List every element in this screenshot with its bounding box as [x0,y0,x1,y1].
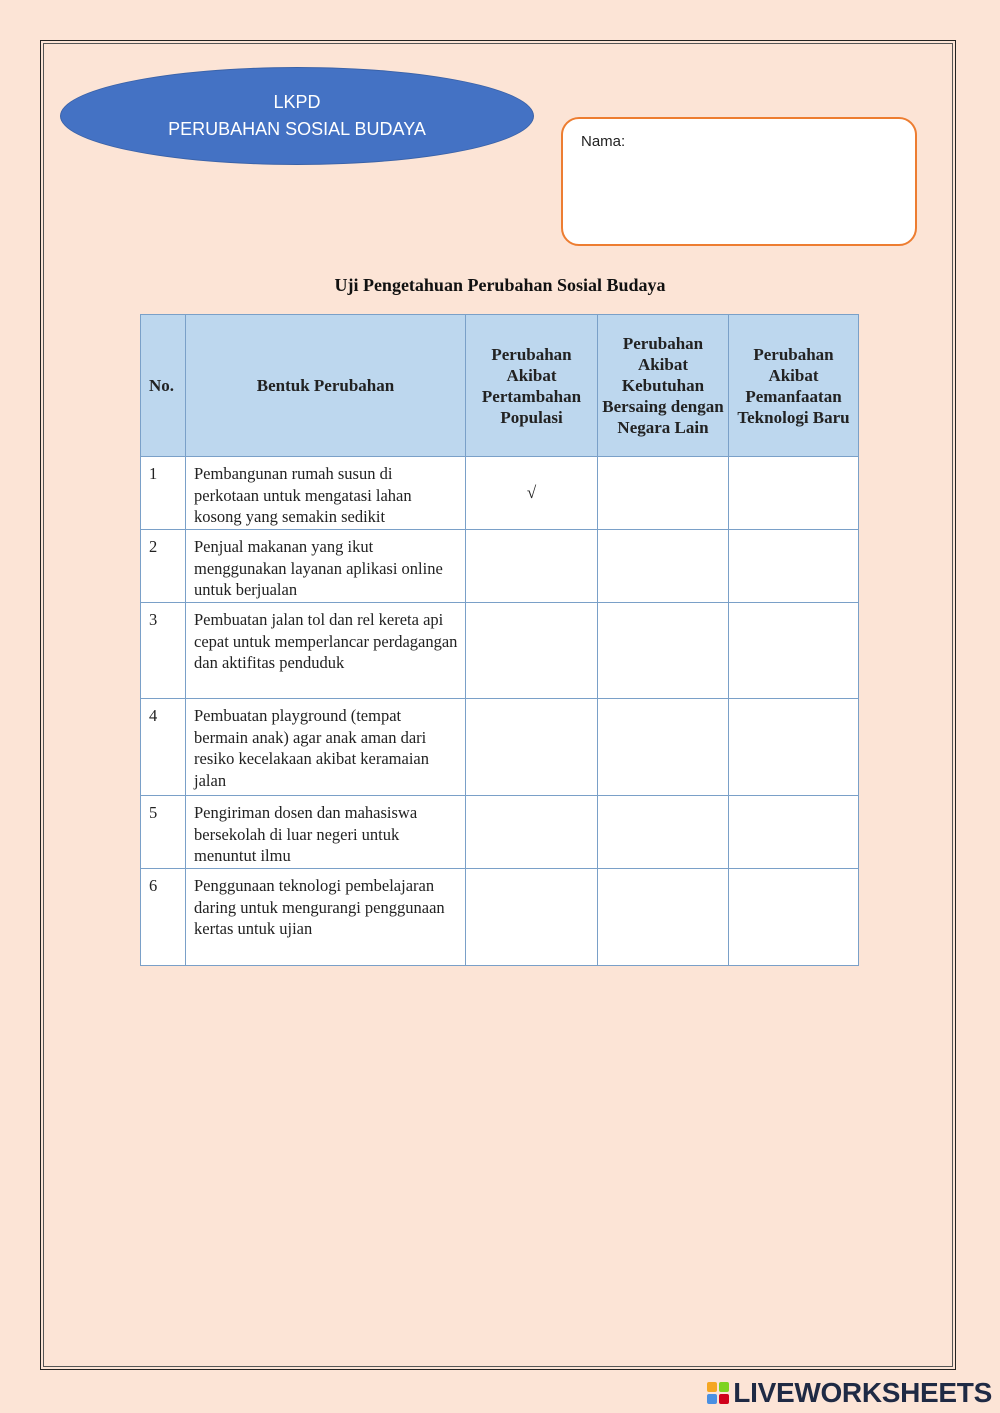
table-row [141,869,859,966]
name-box [561,117,917,246]
answer-cell-teknologi[interactable] [729,796,859,869]
row-text: Penggunaan teknologi pembelajaran daring untuk mengurangi penggunaan kertas untuk ujian [186,869,466,966]
answer-cell-bersaing[interactable] [598,603,729,699]
answer-cell-teknologi[interactable] [729,603,859,699]
liveworksheets-watermark [707,1378,992,1408]
row-number: 2 [141,530,186,603]
liveworksheets-logo-icon [707,1382,729,1404]
answer-cell-teknologi[interactable] [729,530,859,603]
row-number: 4 [141,699,186,796]
name-input[interactable] [577,157,901,235]
answer-cell-populasi[interactable] [466,699,598,796]
column-header-teknologi: Perubahan Akibat Pemanfaatan Teknologi Baru [729,315,859,457]
table-header-row [141,315,859,457]
answer-cell-populasi[interactable]: √ [466,457,598,530]
table-row [141,457,859,530]
answer-cell-bersaing[interactable] [598,530,729,603]
logo-square [719,1382,729,1392]
worksheet-heading: Uji Pengetahuan Perubahan Sosial Budaya [334,275,666,295]
row-number: 1 [141,457,186,530]
logo-square [719,1394,729,1404]
row-number: 3 [141,603,186,699]
row-text: Pembuatan jalan tol dan rel kereta api cepat untuk memperlancar perdagangan dan aktifitas penduduk [186,603,466,699]
column-header-populasi: Perubahan Akibat Pertambahan Populasi [466,315,598,457]
answer-cell-teknologi[interactable] [729,699,859,796]
column-header-bentuk: Bentuk Perubahan [186,315,466,457]
table-row [141,603,859,699]
logo-square [707,1394,717,1404]
row-number: 6 [141,869,186,966]
answer-cell-bersaing[interactable] [598,869,729,966]
answer-cell-populasi[interactable] [466,603,598,699]
answer-cell-teknologi[interactable] [729,869,859,966]
table-row [141,699,859,796]
row-text: Pembangunan rumah susun di perkotaan untuk mengatasi lahan kosong yang semakin sedikit [186,457,466,530]
answer-cell-bersaing[interactable] [598,699,729,796]
answer-cell-bersaing[interactable] [598,457,729,530]
watermark-text: LIVEWORKSHEETS [733,1377,992,1408]
logo-square [707,1382,717,1392]
row-text: Pengiriman dosen dan mahasiswa bersekolah di luar negeri untuk menuntut ilmu [186,796,466,869]
answer-cell-bersaing[interactable] [598,796,729,869]
answer-cell-populasi[interactable] [466,869,598,966]
title-banner [60,67,534,165]
name-label: Nama: [581,133,626,150]
title-line-1: LKPD [273,92,321,112]
row-text: Penjual makanan yang ikut menggunakan layanan aplikasi online untuk berjualan [186,530,466,603]
row-number: 5 [141,796,186,869]
answer-cell-populasi[interactable] [466,796,598,869]
title-line-2: PERUBAHAN SOSIAL BUDAYA [168,119,426,139]
table-row [141,530,859,603]
row-text: Pembuatan playground (tempat bermain anak) agar anak aman dari resiko kecelakaan akibat keramaian jalan [186,699,466,796]
answer-cell-teknologi[interactable] [729,457,859,530]
column-header-no: No. [141,315,186,457]
answer-cell-populasi[interactable] [466,530,598,603]
column-header-bersaing: Perubahan Akibat Kebutuhan Bersaing dengan Negara Lain [598,315,729,457]
table-row [141,796,859,869]
quiz-table [140,314,859,966]
